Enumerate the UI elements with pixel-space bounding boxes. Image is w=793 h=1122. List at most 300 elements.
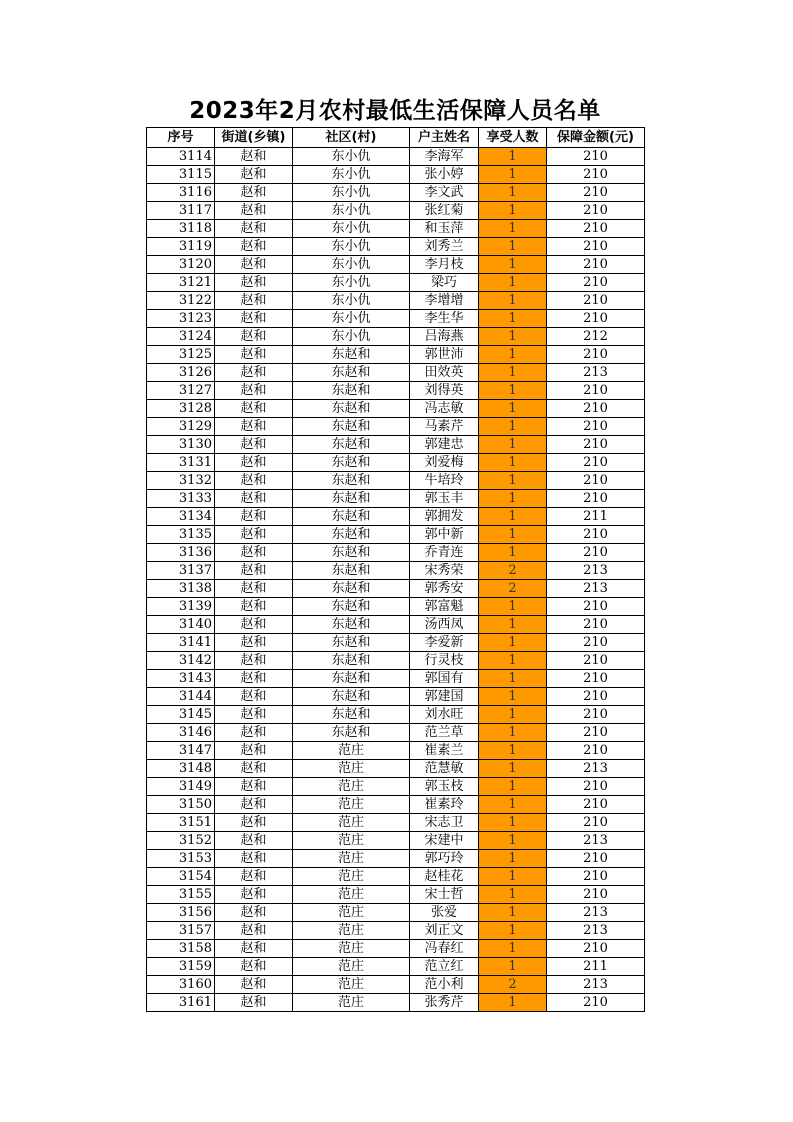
cell-amount: 210 (547, 490, 645, 508)
table-row (147, 598, 645, 616)
cell-street: 赵和 (215, 256, 293, 274)
cell-householder: 和玉萍 (410, 220, 479, 238)
cell-street: 赵和 (215, 562, 293, 580)
table-row (147, 166, 645, 184)
cell-community: 范庄 (293, 796, 410, 814)
cell-seq: 3124 (147, 328, 215, 346)
cell-community: 东赵和 (293, 472, 410, 490)
header-row (147, 128, 645, 148)
cell-amount: 210 (547, 688, 645, 706)
cell-people-count: 1 (479, 904, 547, 922)
cell-amount: 210 (547, 418, 645, 436)
cell-seq: 3127 (147, 382, 215, 400)
cell-people-count: 1 (479, 958, 547, 976)
cell-householder: 张秀芹 (410, 994, 479, 1012)
cell-amount: 210 (547, 994, 645, 1012)
cell-people-count: 1 (479, 184, 547, 202)
header-amount: 保障金额(元) (547, 128, 645, 148)
cell-seq: 3153 (147, 850, 215, 868)
cell-street: 赵和 (215, 274, 293, 292)
cell-street: 赵和 (215, 652, 293, 670)
cell-seq: 3116 (147, 184, 215, 202)
table-row (147, 922, 645, 940)
cell-seq: 3150 (147, 796, 215, 814)
cell-street: 赵和 (215, 454, 293, 472)
cell-community: 范庄 (293, 760, 410, 778)
cell-people-count: 1 (479, 148, 547, 166)
cell-people-count: 1 (479, 220, 547, 238)
cell-street: 赵和 (215, 994, 293, 1012)
cell-householder: 郭玉丰 (410, 490, 479, 508)
cell-people-count: 2 (479, 976, 547, 994)
table-body (147, 148, 645, 1012)
table-row (147, 652, 645, 670)
cell-community: 东赵和 (293, 346, 410, 364)
cell-street: 赵和 (215, 400, 293, 418)
cell-seq: 3146 (147, 724, 215, 742)
cell-seq: 3128 (147, 400, 215, 418)
cell-householder: 崔素兰 (410, 742, 479, 760)
cell-street: 赵和 (215, 778, 293, 796)
cell-seq: 3134 (147, 508, 215, 526)
cell-amount: 210 (547, 742, 645, 760)
cell-people-count: 1 (479, 274, 547, 292)
cell-amount: 210 (547, 274, 645, 292)
cell-householder: 郭巧玲 (410, 850, 479, 868)
cell-people-count: 1 (479, 238, 547, 256)
table-row (147, 886, 645, 904)
cell-amount: 213 (547, 976, 645, 994)
table-row (147, 670, 645, 688)
cell-amount: 210 (547, 346, 645, 364)
cell-community: 东赵和 (293, 382, 410, 400)
cell-amount: 210 (547, 778, 645, 796)
cell-amount: 210 (547, 814, 645, 832)
cell-amount: 210 (547, 724, 645, 742)
header-community: 社区(村) (293, 128, 410, 148)
cell-amount: 213 (547, 760, 645, 778)
cell-people-count: 1 (479, 742, 547, 760)
cell-amount: 210 (547, 148, 645, 166)
cell-street: 赵和 (215, 940, 293, 958)
cell-people-count: 1 (479, 508, 547, 526)
cell-householder: 郭富魁 (410, 598, 479, 616)
cell-people-count: 1 (479, 670, 547, 688)
cell-community: 东小仇 (293, 238, 410, 256)
cell-seq: 3147 (147, 742, 215, 760)
cell-householder: 张爱 (410, 904, 479, 922)
table-row (147, 508, 645, 526)
cell-seq: 3160 (147, 976, 215, 994)
cell-amount: 210 (547, 220, 645, 238)
cell-householder: 田效英 (410, 364, 479, 382)
cell-seq: 3136 (147, 544, 215, 562)
cell-community: 范庄 (293, 778, 410, 796)
cell-seq: 3157 (147, 922, 215, 940)
cell-seq: 3144 (147, 688, 215, 706)
cell-amount: 210 (547, 256, 645, 274)
cell-street: 赵和 (215, 814, 293, 832)
cell-community: 范庄 (293, 958, 410, 976)
cell-householder: 宋秀荣 (410, 562, 479, 580)
table-row (147, 400, 645, 418)
table-row (147, 580, 645, 598)
cell-seq: 3132 (147, 472, 215, 490)
cell-community: 东赵和 (293, 670, 410, 688)
cell-street: 赵和 (215, 436, 293, 454)
cell-amount: 210 (547, 706, 645, 724)
cell-street: 赵和 (215, 310, 293, 328)
cell-community: 范庄 (293, 832, 410, 850)
table-row (147, 148, 645, 166)
cell-seq: 3152 (147, 832, 215, 850)
table-row (147, 706, 645, 724)
cell-street: 赵和 (215, 544, 293, 562)
cell-people-count: 1 (479, 436, 547, 454)
table-row (147, 958, 645, 976)
cell-householder: 李海军 (410, 148, 479, 166)
cell-people-count: 1 (479, 328, 547, 346)
cell-people-count: 1 (479, 346, 547, 364)
cell-seq: 3133 (147, 490, 215, 508)
cell-householder: 汤西凤 (410, 616, 479, 634)
cell-amount: 210 (547, 310, 645, 328)
table-row (147, 760, 645, 778)
cell-street: 赵和 (215, 238, 293, 256)
cell-street: 赵和 (215, 976, 293, 994)
cell-people-count: 1 (479, 634, 547, 652)
cell-people-count: 1 (479, 886, 547, 904)
table-row (147, 976, 645, 994)
cell-street: 赵和 (215, 868, 293, 886)
cell-seq: 3151 (147, 814, 215, 832)
cell-street: 赵和 (215, 166, 293, 184)
cell-people-count: 2 (479, 580, 547, 598)
cell-street: 赵和 (215, 922, 293, 940)
cell-community: 东赵和 (293, 598, 410, 616)
cell-householder: 吕海燕 (410, 328, 479, 346)
cell-amount: 210 (547, 868, 645, 886)
cell-seq: 3149 (147, 778, 215, 796)
cell-street: 赵和 (215, 220, 293, 238)
cell-amount: 213 (547, 832, 645, 850)
cell-householder: 郭拥发 (410, 508, 479, 526)
cell-amount: 210 (547, 616, 645, 634)
cell-people-count: 1 (479, 850, 547, 868)
cell-seq: 3143 (147, 670, 215, 688)
header-people-count: 享受人数 (479, 128, 547, 148)
cell-street: 赵和 (215, 904, 293, 922)
cell-street: 赵和 (215, 616, 293, 634)
cell-people-count: 1 (479, 544, 547, 562)
cell-seq: 3121 (147, 274, 215, 292)
table-row (147, 868, 645, 886)
cell-people-count: 1 (479, 400, 547, 418)
cell-householder: 郭建忠 (410, 436, 479, 454)
cell-householder: 刘正文 (410, 922, 479, 940)
cell-amount: 210 (547, 436, 645, 454)
cell-street: 赵和 (215, 850, 293, 868)
table-row (147, 346, 645, 364)
cell-householder: 刘爱梅 (410, 454, 479, 472)
cell-community: 范庄 (293, 850, 410, 868)
cell-community: 东小仇 (293, 166, 410, 184)
table-row (147, 454, 645, 472)
cell-seq: 3123 (147, 310, 215, 328)
table-row (147, 688, 645, 706)
cell-seq: 3126 (147, 364, 215, 382)
table-row (147, 202, 645, 220)
cell-street: 赵和 (215, 886, 293, 904)
table-row (147, 310, 645, 328)
cell-community: 东赵和 (293, 400, 410, 418)
cell-street: 赵和 (215, 670, 293, 688)
header-householder: 户主姓名 (410, 128, 479, 148)
cell-people-count: 1 (479, 526, 547, 544)
cell-amount: 210 (547, 184, 645, 202)
cell-seq: 3119 (147, 238, 215, 256)
cell-people-count: 1 (479, 814, 547, 832)
cell-seq: 3117 (147, 202, 215, 220)
recipient-table (146, 127, 645, 1012)
cell-people-count: 1 (479, 760, 547, 778)
cell-community: 东赵和 (293, 688, 410, 706)
cell-community: 范庄 (293, 868, 410, 886)
table-row (147, 850, 645, 868)
cell-amount: 211 (547, 508, 645, 526)
cell-street: 赵和 (215, 688, 293, 706)
cell-seq: 3135 (147, 526, 215, 544)
cell-householder: 刘得英 (410, 382, 479, 400)
table-row (147, 220, 645, 238)
cell-people-count: 1 (479, 598, 547, 616)
cell-amount: 213 (547, 364, 645, 382)
cell-people-count: 1 (479, 490, 547, 508)
cell-amount: 210 (547, 940, 645, 958)
cell-street: 赵和 (215, 184, 293, 202)
cell-community: 东小仇 (293, 256, 410, 274)
cell-people-count: 1 (479, 652, 547, 670)
cell-seq: 3131 (147, 454, 215, 472)
cell-street: 赵和 (215, 292, 293, 310)
cell-community: 东赵和 (293, 436, 410, 454)
table-row (147, 724, 645, 742)
cell-householder: 范立红 (410, 958, 479, 976)
cell-street: 赵和 (215, 364, 293, 382)
cell-community: 东赵和 (293, 544, 410, 562)
cell-householder: 郭玉枝 (410, 778, 479, 796)
cell-people-count: 1 (479, 202, 547, 220)
table-row (147, 292, 645, 310)
cell-seq: 3156 (147, 904, 215, 922)
cell-community: 范庄 (293, 742, 410, 760)
cell-community: 东赵和 (293, 364, 410, 382)
cell-people-count: 1 (479, 796, 547, 814)
table-row (147, 940, 645, 958)
cell-street: 赵和 (215, 202, 293, 220)
cell-people-count: 1 (479, 922, 547, 940)
cell-community: 范庄 (293, 904, 410, 922)
cell-people-count: 1 (479, 616, 547, 634)
cell-householder: 冯春红 (410, 940, 479, 958)
cell-amount: 210 (547, 400, 645, 418)
cell-seq: 3114 (147, 148, 215, 166)
table-row (147, 274, 645, 292)
cell-community: 范庄 (293, 940, 410, 958)
cell-householder: 郭世沛 (410, 346, 479, 364)
cell-community: 东小仇 (293, 184, 410, 202)
cell-people-count: 1 (479, 832, 547, 850)
cell-people-count: 1 (479, 994, 547, 1012)
cell-street: 赵和 (215, 724, 293, 742)
cell-community: 东小仇 (293, 310, 410, 328)
cell-community: 东赵和 (293, 418, 410, 436)
cell-householder: 李文武 (410, 184, 479, 202)
cell-amount: 210 (547, 238, 645, 256)
cell-street: 赵和 (215, 418, 293, 436)
cell-street: 赵和 (215, 706, 293, 724)
cell-seq: 3154 (147, 868, 215, 886)
table-row (147, 490, 645, 508)
table-row (147, 616, 645, 634)
cell-street: 赵和 (215, 526, 293, 544)
cell-amount: 210 (547, 292, 645, 310)
table-row (147, 526, 645, 544)
cell-seq: 3129 (147, 418, 215, 436)
cell-community: 范庄 (293, 994, 410, 1012)
table-row (147, 634, 645, 652)
cell-community: 东赵和 (293, 508, 410, 526)
cell-amount: 210 (547, 850, 645, 868)
cell-amount: 210 (547, 526, 645, 544)
cell-community: 范庄 (293, 976, 410, 994)
cell-householder: 冯志敏 (410, 400, 479, 418)
cell-amount: 210 (547, 796, 645, 814)
cell-amount: 213 (547, 562, 645, 580)
cell-amount: 210 (547, 544, 645, 562)
cell-street: 赵和 (215, 508, 293, 526)
table-row (147, 472, 645, 490)
cell-seq: 3120 (147, 256, 215, 274)
cell-seq: 3140 (147, 616, 215, 634)
table-row (147, 832, 645, 850)
cell-street: 赵和 (215, 832, 293, 850)
cell-seq: 3142 (147, 652, 215, 670)
cell-seq: 3159 (147, 958, 215, 976)
cell-householder: 梁巧 (410, 274, 479, 292)
cell-householder: 宋建中 (410, 832, 479, 850)
cell-community: 东赵和 (293, 562, 410, 580)
cell-people-count: 1 (479, 472, 547, 490)
cell-seq: 3137 (147, 562, 215, 580)
cell-street: 赵和 (215, 148, 293, 166)
cell-householder: 李生华 (410, 310, 479, 328)
cell-street: 赵和 (215, 796, 293, 814)
cell-householder: 李月枝 (410, 256, 479, 274)
table-row (147, 994, 645, 1012)
table-row (147, 742, 645, 760)
cell-people-count: 1 (479, 256, 547, 274)
cell-amount: 212 (547, 328, 645, 346)
cell-amount: 211 (547, 958, 645, 976)
cell-amount: 210 (547, 202, 645, 220)
cell-people-count: 1 (479, 778, 547, 796)
cell-people-count: 1 (479, 706, 547, 724)
cell-amount: 210 (547, 634, 645, 652)
cell-householder: 赵桂花 (410, 868, 479, 886)
cell-seq: 3161 (147, 994, 215, 1012)
table-row (147, 382, 645, 400)
table-row (147, 328, 645, 346)
cell-community: 东赵和 (293, 454, 410, 472)
cell-people-count: 2 (479, 562, 547, 580)
cell-community: 东赵和 (293, 580, 410, 598)
cell-amount: 210 (547, 382, 645, 400)
cell-seq: 3141 (147, 634, 215, 652)
cell-householder: 李爱新 (410, 634, 479, 652)
cell-community: 东赵和 (293, 706, 410, 724)
cell-amount: 210 (547, 670, 645, 688)
cell-people-count: 1 (479, 364, 547, 382)
cell-community: 东小仇 (293, 292, 410, 310)
cell-seq: 3158 (147, 940, 215, 958)
cell-street: 赵和 (215, 490, 293, 508)
cell-amount: 213 (547, 580, 645, 598)
cell-community: 东赵和 (293, 616, 410, 634)
cell-householder: 乔青连 (410, 544, 479, 562)
cell-amount: 210 (547, 166, 645, 184)
cell-amount: 210 (547, 652, 645, 670)
header-street: 街道(乡镇) (215, 128, 293, 148)
cell-street: 赵和 (215, 760, 293, 778)
cell-street: 赵和 (215, 742, 293, 760)
table-row (147, 814, 645, 832)
table-row (147, 562, 645, 580)
cell-community: 东赵和 (293, 652, 410, 670)
cell-community: 范庄 (293, 814, 410, 832)
cell-people-count: 1 (479, 454, 547, 472)
cell-householder: 宋志卫 (410, 814, 479, 832)
table-row (147, 436, 645, 454)
page-title: 2023年2月农村最低生活保障人员名单 (189, 98, 601, 124)
cell-seq: 3155 (147, 886, 215, 904)
cell-householder: 张小婷 (410, 166, 479, 184)
cell-community: 东小仇 (293, 328, 410, 346)
cell-community: 范庄 (293, 886, 410, 904)
cell-people-count: 1 (479, 940, 547, 958)
cell-people-count: 1 (479, 310, 547, 328)
cell-people-count: 1 (479, 418, 547, 436)
cell-householder: 张红菊 (410, 202, 479, 220)
cell-seq: 3125 (147, 346, 215, 364)
cell-people-count: 1 (479, 868, 547, 886)
cell-householder: 郭国有 (410, 670, 479, 688)
cell-householder: 刘秀兰 (410, 238, 479, 256)
cell-householder: 范小利 (410, 976, 479, 994)
cell-seq: 3148 (147, 760, 215, 778)
cell-community: 东小仇 (293, 202, 410, 220)
cell-seq: 3122 (147, 292, 215, 310)
cell-householder: 郭秀安 (410, 580, 479, 598)
cell-community: 东赵和 (293, 724, 410, 742)
cell-amount: 213 (547, 904, 645, 922)
cell-householder: 马素芹 (410, 418, 479, 436)
cell-street: 赵和 (215, 382, 293, 400)
cell-people-count: 1 (479, 166, 547, 184)
cell-community: 东赵和 (293, 634, 410, 652)
cell-householder: 范慧敏 (410, 760, 479, 778)
header-seq: 序号 (147, 128, 215, 148)
